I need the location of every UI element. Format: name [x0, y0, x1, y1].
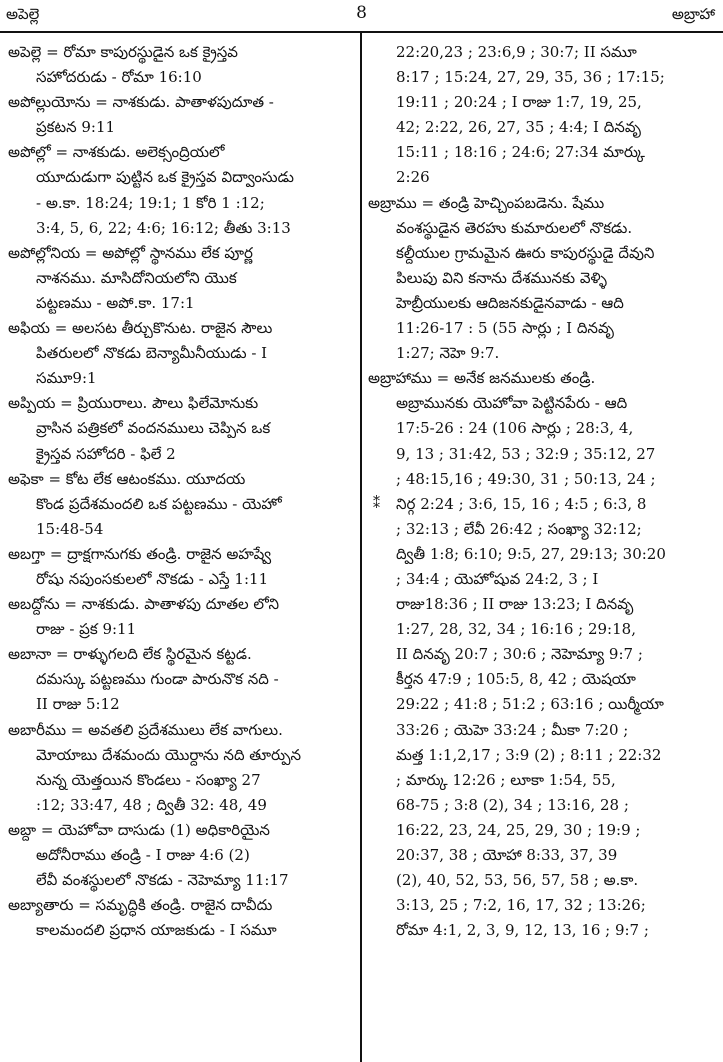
entry-continuation-line: నిర్గ 2:24 ; 3:6, 15, 16 ; 4:5 ; 6:3, 8	[396, 494, 647, 513]
entry-continuation-line: రోషు నపుంసకులలో నొకడు - ఎస్తే 1:11	[36, 569, 269, 588]
page-header	[0, 0, 723, 30]
entry-headword-line: అఫియ = అలసట తీర్చుకొనుట. రాజైన సౌలు	[8, 319, 273, 338]
entry-continuation-line: 9, 13 ; 31:42, 53 ; 32:9 ; 35:12, 27	[396, 444, 656, 463]
entry-continuation-line: అదోనీరాము తండ్రి - I రాజు 4:6 (2)	[36, 846, 250, 864]
entry-continuation-line: 2:26	[396, 168, 430, 187]
entry-continuation-line: దమస్కు పట్టణము గుండా పారునొక నది -	[36, 670, 279, 689]
entry-continuation-line: 17:5-26 : 24 (106 సార్లు ; 28:3, 4,	[396, 419, 634, 438]
entry-continuation-line: II రాజు 5:12	[36, 695, 120, 714]
entry-headword-line: అప్పియ = ప్రియురాలు. పౌలు ఫిలేమోనుకు	[8, 394, 259, 413]
entry-continuation-line: (2), 40, 52, 53, 56, 57, 58 ; అ.కా.	[396, 871, 639, 890]
entry-headword-line: అబ్రాము = తండ్రి హెచ్చింపబడెను. షేము	[368, 193, 605, 212]
entry-headword-line: అబగ్తా = ద్రాక్షగానుగకు తండ్రి. రాజైన అహష్వే	[8, 544, 272, 563]
entry-continuation-line: 8:17 ; 15:24, 27, 29, 35, 36 ; 17:15;	[396, 68, 665, 87]
entry-continuation-line: పట్టణము - అపో.కా. 17:1	[36, 293, 195, 312]
entry-continuation-line: కాలమందలి ప్రధాన యాజకుడు - I సమూ	[36, 921, 277, 940]
entry-headword-line: అబానా = రాళ్ళుగలది లేక స్థిరమైన కట్టడ.	[8, 645, 252, 664]
entry-continuation-line: 19:11 ; 20:24 ; I రాజు 1:7, 19, 25,	[396, 93, 642, 112]
entry-continuation-line: పిలుపు విని కనాను దేశమునకు వెళ్ళి	[396, 268, 607, 287]
entry-continuation-line: సమూ9:1	[36, 369, 97, 388]
right-column	[368, 40, 716, 943]
entry-continuation-line: అబ్రామునకు యెహోవా పెట్టినపేరు - ఆది	[396, 394, 628, 413]
column-divider	[360, 33, 362, 1062]
entry-continuation-line: 1:27, 28, 32, 34 ; 16:16 ; 29:18,	[396, 620, 636, 639]
entry-continuation-line: ; 48:15,16 ; 49:30, 31 ; 50:13, 24 ;	[396, 469, 656, 488]
entry-continuation-line: 42; 2:22, 26, 27, 35 ; 4:4; I దినవృ	[396, 118, 641, 137]
entry-headword-line: అబారీము = అవతలి ప్రదేశములు లేక వాగులు.	[8, 720, 283, 739]
entry-continuation-line: ప్రకటన 9:11	[36, 118, 116, 137]
entry-continuation-line: 1:27; నెహె 9:7.	[396, 344, 500, 363]
entry-headword-line: అఫెకా = కోట లేక ఆటంకము. యూదయ	[8, 469, 246, 488]
entry-continuation-line: సహోదరుడు - రోమా 16:10	[36, 68, 202, 87]
entry-headword-line: అబద్దోను = నాశకుడు. పాతాళపు దూతల లోని	[8, 595, 279, 614]
entry-headword-line: అబ్దా = యెహోవా దాసుడు (1) అధికారియైన	[8, 820, 270, 839]
entry-continuation-line: 15:48-54	[36, 519, 104, 538]
page-number: 8	[356, 3, 367, 23]
entry-continuation-line: నున్న యెత్తయిన కొండలు - సంఖ్యా 27	[36, 770, 261, 789]
entry-headword-line: అపోల్లోనియ = అపోల్లో స్థానము లేక పూర్ణ	[8, 243, 253, 262]
entry-continuation-line: ; 32:13 ; లేవీ 26:42 ; సంఖ్యా 32:12;	[396, 519, 642, 538]
entry-continuation-line: కీర్తన 47:9 ; 105:5, 8, 42 ; యెషయా	[396, 670, 636, 689]
entry-continuation-line: వంశస్థుడైన తెరహు కుమారులలో నొకడు.	[396, 218, 633, 237]
entry-headword-line: అబ్యాతారు = సమృద్ధికి తండ్రి. రాజైన దావీదు	[8, 896, 273, 915]
entry-continuation-line: 22:20,23 ; 23:6,9 ; 30:7; II సమూ	[396, 43, 637, 61]
entry-continuation-line: కొండ ప్రదేశమందలి ఒక పట్టణము - యెహో	[36, 494, 282, 513]
margin-mark: ⁑	[373, 496, 380, 512]
entry-continuation-line: 3:13, 25 ; 7:2, 16, 17, 32 ; 13:26;	[396, 896, 646, 915]
entry-headword-line: అపోల్లో = నాశకుడు. అలెక్సంద్రియలో	[8, 143, 225, 162]
entry-continuation-line: నాశనము. మాసిదోనియలోని యొక	[36, 268, 237, 287]
entry-continuation-line: ; 34:4 ; యెహోషువ 24:2, 3 ; I	[396, 569, 599, 588]
entry-continuation-line: :12; 33:47, 48 ; ద్వితీ 32: 48, 49	[36, 795, 267, 814]
entry-continuation-line: - అ.కా. 18:24; 19:1; 1 కోరి 1 :12;	[36, 193, 265, 212]
running-head-left: అపెల్లె	[6, 5, 40, 23]
entry-continuation-line: 33:26 ; యెహె 33:24 ; మీకా 7:20 ;	[396, 720, 629, 739]
entry-continuation-line: 3:4, 5, 6, 22; 4:6; 16:12; తీతు 3:13	[36, 218, 291, 237]
entry-continuation-line: 68-75 ; 3:8 (2), 34 ; 13:16, 28 ;	[396, 795, 629, 814]
entry-continuation-line: 16:22, 23, 24, 25, 29, 30 ; 19:9 ;	[396, 820, 641, 839]
entry-continuation-line: వ్రాసిన పత్రికలో వందనములు చెప్పిన ఒక	[36, 419, 271, 438]
entry-continuation-line: 20:37, 38 ; యోహా 8:33, 37, 39	[396, 846, 618, 864]
entry-headword-line: అపోల్లుయోను = నాశకుడు. పాతాళపుదూత -	[8, 93, 274, 112]
entry-continuation-line: రోమా 4:1, 2, 3, 9, 12, 13, 16 ; 9:7 ;	[396, 921, 649, 940]
entry-continuation-line: 29:22 ; 41:8 ; 51:2 ; 63:16 ; యిర్మీయా	[396, 695, 664, 714]
entry-continuation-line: II దినవృ 20:7 ; 30:6 ; నెహెమ్యా 9:7 ;	[396, 645, 643, 664]
entry-continuation-line: 11:26-17 : 5 (55 సార్లు ; I దినవృ	[396, 319, 614, 338]
entry-headword-line: అపెల్లె = రోమా కాపురస్థుడైన ఒక క్రైస్తవ	[8, 43, 238, 61]
entry-continuation-line: హెబ్రీయులకు ఆదిజనకుడైనవాడు - ఆది	[396, 293, 624, 312]
entry-continuation-line: కల్దీయుల గ్రామమైన ఊరు కాపురస్థుడై దేవుని	[396, 243, 655, 262]
entry-continuation-line: యూదుడుగా పుట్టిన ఒక క్రైస్తవ విద్వాంసుడు	[36, 168, 294, 187]
entry-continuation-line: ద్వితీ 1:8; 6:10; 9:5, 27, 29:13; 30:20	[396, 544, 666, 563]
running-head-right: అబ్రాహా	[671, 5, 715, 23]
entry-continuation-line: రాజు - ప్రక 9:11	[36, 620, 137, 639]
entry-continuation-line: మత్త 1:1,2,17 ; 3:9 (2) ; 8:11 ; 22:32	[396, 745, 662, 764]
left-column	[8, 40, 353, 943]
entry-continuation-line: ; మార్కు 12:26 ; లూకా 1:54, 55,	[396, 770, 616, 789]
entry-continuation-line: మోయాబు దేశమందు యొర్దాను నది తూర్పున	[36, 745, 302, 764]
entry-continuation-line: రాజు18:36 ; II రాజు 13:23; I దినవృ	[396, 595, 634, 614]
entry-continuation-line: లేవీ వంశస్థులలో నొకడు - నెహెమ్యా 11:17	[36, 871, 289, 890]
entry-continuation-line: పితరులలో నొకడు బెన్యామీనీయుడు - I	[36, 344, 268, 363]
entry-continuation-line: క్రైస్తవ సహోదరి - ఫిలే 2	[36, 444, 176, 463]
entry-continuation-line: 15:11 ; 18:16 ; 24:6; 27:34 మార్కు	[396, 143, 645, 162]
entry-headword-line: అబ్రాహాము = అనేక జనములకు తండ్రి.	[368, 369, 596, 388]
